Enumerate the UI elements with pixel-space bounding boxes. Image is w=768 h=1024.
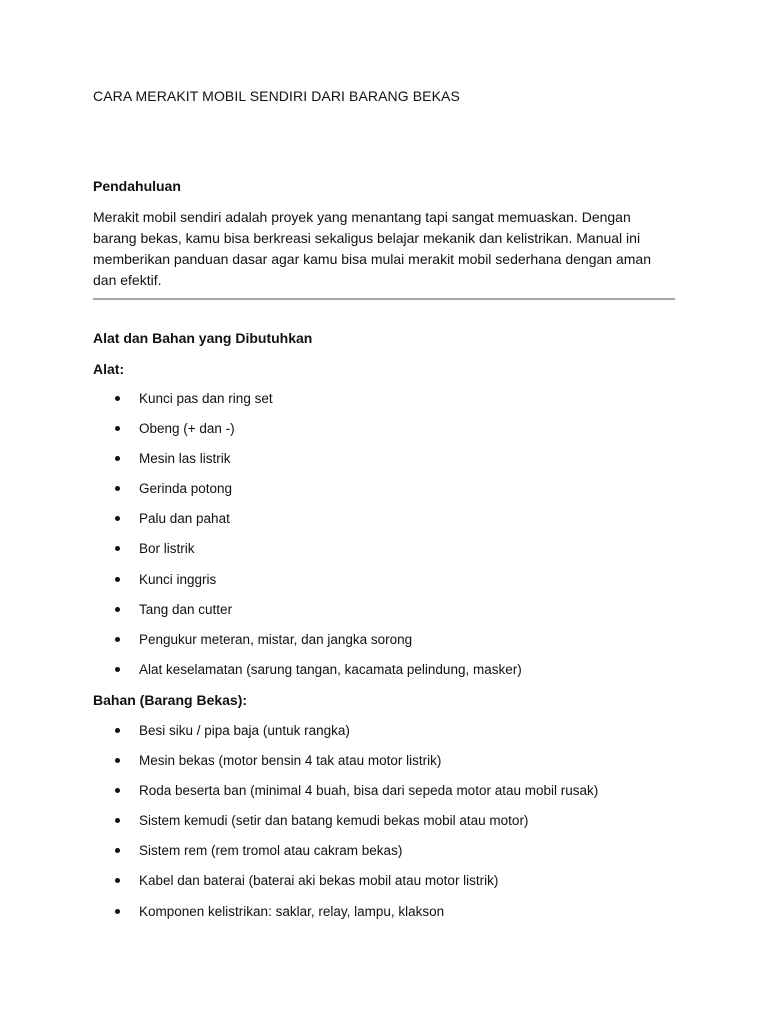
list-item-text: Kabel dan baterai (baterai aki bekas mobil atau motor listrik) (139, 873, 499, 889)
list-item (93, 601, 522, 631)
list-item (93, 752, 598, 782)
list-item-text: Sistem kemudi (setir dan batang kemudi bekas mobil atau motor) (139, 813, 529, 829)
list-item (93, 903, 598, 933)
bullet-icon (115, 667, 120, 672)
bullet-icon (115, 426, 120, 431)
bullet-icon (115, 818, 120, 823)
list-item-text: Mesin las listrik (139, 451, 231, 467)
list-item (93, 812, 598, 842)
bullet-icon (115, 456, 120, 461)
list-item-text: Sistem rem (rem tromol atau cakram bekas) (139, 843, 403, 859)
list-item (93, 510, 522, 540)
bullet-icon (115, 637, 120, 642)
list-item (93, 722, 598, 752)
list-item-text: Alat keselamatan (sarung tangan, kacamata pelindung, masker) (139, 661, 522, 677)
list-item (93, 420, 522, 450)
list-item (93, 450, 522, 480)
horizontal-divider (93, 298, 675, 300)
bullet-icon (115, 788, 120, 793)
bullet-icon (115, 516, 120, 521)
bullet-icon (115, 878, 120, 883)
bullet-icon (115, 758, 120, 763)
list-item (93, 661, 522, 691)
list-item-text: Komponen kelistrikan: saklar, relay, lampu, klakson (139, 903, 445, 919)
bullet-icon (115, 577, 120, 582)
list-item (93, 540, 522, 570)
list-item-text: Tang dan cutter (139, 601, 233, 617)
list-item-text: Besi siku / pipa baja (untuk rangka) (139, 723, 350, 738)
list-item (93, 390, 522, 420)
list-item (93, 631, 522, 661)
tools-subheading: Alat: (93, 361, 125, 377)
bullet-icon (115, 848, 120, 853)
list-item-text: Roda beserta ban (minimal 4 buah, bisa dari sepeda motor atau mobil rusak) (139, 783, 599, 799)
tools-list (93, 390, 522, 691)
list-item (93, 872, 598, 902)
list-item-text: Kunci inggris (139, 571, 217, 587)
bullet-icon (115, 728, 120, 733)
materials-list (93, 722, 598, 933)
list-item (93, 782, 598, 812)
list-item (93, 571, 522, 601)
list-item-text: Pengukur meteran, mistar, dan jangka sorong (139, 631, 413, 647)
list-item-text: Palu dan pahat (139, 511, 230, 527)
intro-paragraph: Merakit mobil sendiri adalah proyek yang menantang tapi sangat memuaskan. Dengan barang bekas, kamu bisa berkreasi sekaligus belajar mekanik dan kelistrikan. Manual ini memberikan panduan dasar agar kamu bisa mulai merakit mobil sederhana dengan aman dan efektif. (93, 209, 651, 288)
bullet-icon (115, 909, 120, 914)
bullet-icon (115, 396, 120, 401)
bullet-icon (115, 607, 120, 612)
list-item-text: Mesin bekas (motor bensin 4 tak atau motor listrik) (139, 753, 442, 769)
section-heading-tools-materials: Alat dan Bahan yang Dibutuhkan (93, 330, 313, 346)
bullet-icon (115, 546, 120, 551)
list-item-text: Bor listrik (139, 541, 195, 557)
bullet-icon (115, 486, 120, 491)
materials-subheading: Bahan (Barang Bekas): (93, 692, 248, 708)
document-title: CARA MERAKIT MOBIL SENDIRI DARI BARANG BEKAS (93, 88, 460, 104)
list-item (93, 842, 598, 872)
list-item-text: Obeng (+ dan -) (139, 421, 235, 437)
intro-heading: Pendahuluan (93, 178, 181, 194)
list-item-text: Kunci pas dan ring set (139, 391, 273, 406)
list-item-text: Gerinda potong (139, 481, 233, 497)
list-item (93, 480, 522, 510)
